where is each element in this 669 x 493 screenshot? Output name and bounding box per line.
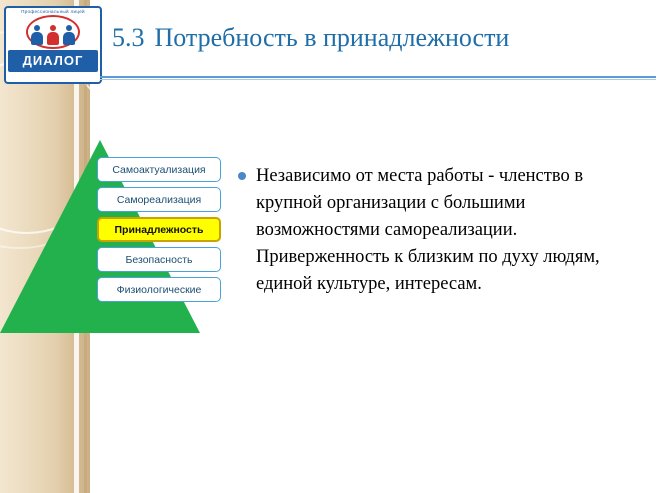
page-title-text: Потребность в принадлежности xyxy=(154,23,510,52)
pyramid-level-label: Самоактуализация xyxy=(112,163,206,176)
logo-figure-left xyxy=(31,25,43,47)
pyramid-level-physiological[interactable] xyxy=(97,277,221,302)
bullet-text: Независимо от места работы - членство в крупной организации с большими возможностями самореализации. Приверженность к близким по духу людям, единой культуре, интересам. xyxy=(256,166,600,294)
pyramid-level-belonging[interactable] xyxy=(97,217,221,242)
page-title xyxy=(112,22,652,54)
bullet-dot-icon xyxy=(238,172,246,180)
logo-figure-body xyxy=(63,32,75,45)
school-logo xyxy=(4,6,102,84)
pyramid-level-self-actualization[interactable] xyxy=(97,157,221,182)
logo-banner-text: ДИАЛОГ xyxy=(22,53,84,68)
page-title-number: 5.3 xyxy=(112,23,145,52)
logo-figure-center xyxy=(47,25,59,47)
logo-figure-head xyxy=(34,25,40,31)
logo-figure-body xyxy=(47,32,59,45)
logo-figure-body xyxy=(31,32,43,45)
pyramid-level-list xyxy=(97,157,225,307)
title-underline xyxy=(100,76,656,78)
content-body xyxy=(238,163,648,298)
logo-figure-right xyxy=(63,25,75,47)
logo-figure-head xyxy=(50,25,56,31)
pyramid-level-label: Самореализация xyxy=(116,193,202,206)
pyramid-level-self-realization[interactable] xyxy=(97,187,221,212)
logo-arc-text: Профессиональный лицей xyxy=(21,9,85,14)
pyramid-level-safety[interactable] xyxy=(97,247,221,272)
pyramid-level-label: Физиологические xyxy=(116,283,202,296)
logo-figure-head xyxy=(66,25,72,31)
pyramid-level-label: Безопасность xyxy=(125,253,193,266)
logo-people-icon xyxy=(30,19,76,47)
pyramid-level-label: Принадлежность xyxy=(114,223,204,236)
list-item xyxy=(238,163,648,298)
title-underline-secondary xyxy=(100,79,656,80)
